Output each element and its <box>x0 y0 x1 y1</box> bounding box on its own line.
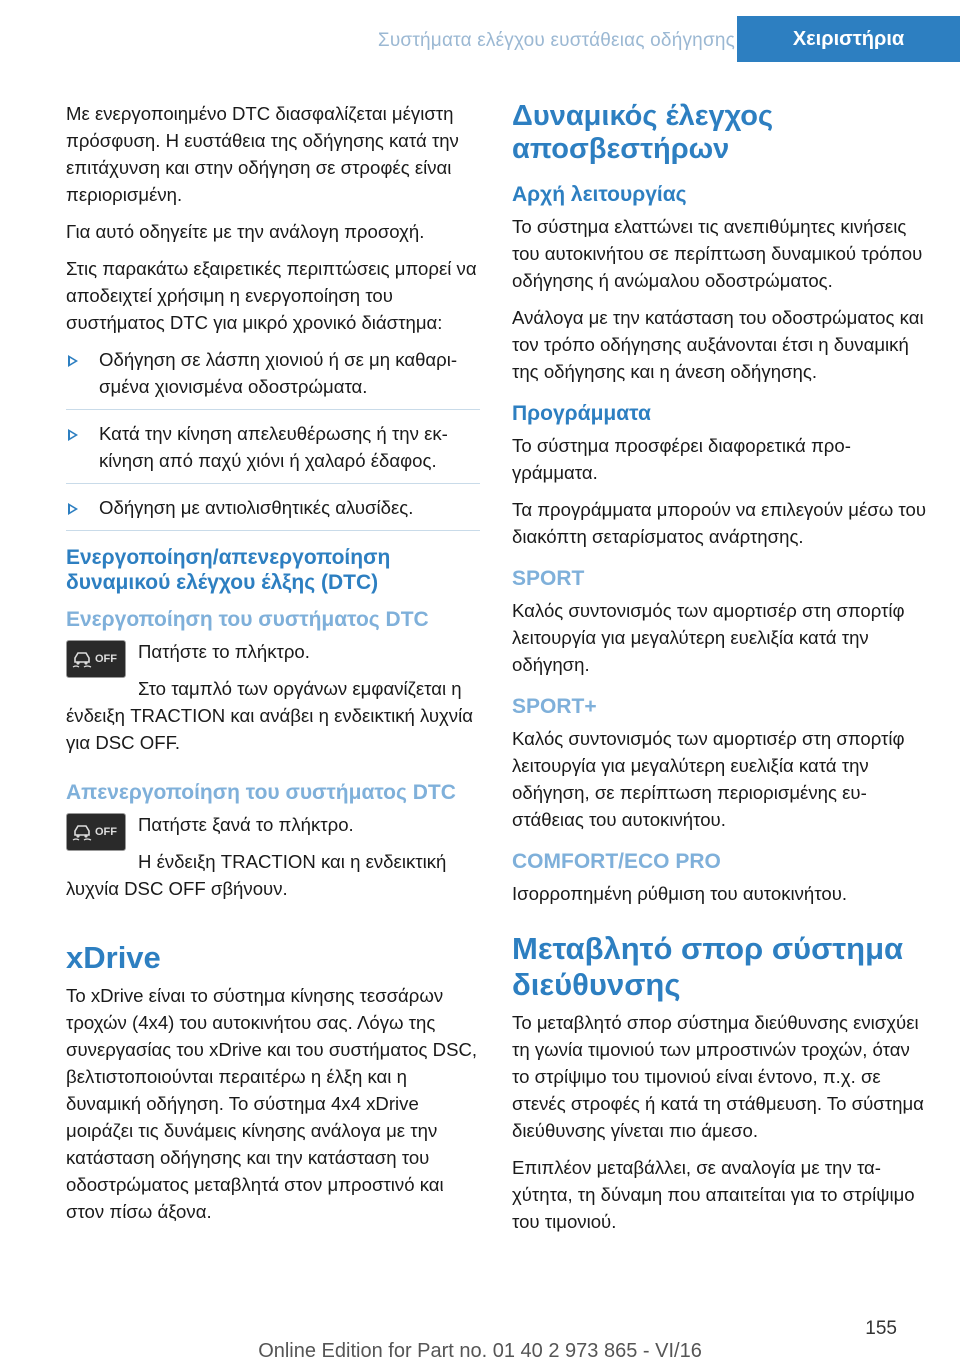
heading-deactivate-dtc: Απενεργοποίηση του συστήματος DTC <box>66 781 456 804</box>
chapter-tab[interactable]: Χειριστήρια <box>737 16 960 62</box>
paragraph: Η ένδειξη TRACTION και η ενδεικτική λυχνία DSC OFF σβήνουν. <box>66 851 447 899</box>
deactivate-instruction <box>66 811 480 912</box>
paragraph: Στις παρακάτω εξαιρετικές περιπτώσεις μπορεί να αποδειχτεί χρήσιμη η ενεργοποίηση του συστήματος DTC για μικρό χρονικό διάστημα: <box>66 258 477 333</box>
paragraph: Καλός συντονισμός των αμορτισέρ στη σπορτίφ λειτουργία για μεγαλύτερη ευελιξία κατά την οδήγηση, σε περίπτωση περιορισμένης ευστάθειας του αυτοκινήτου. <box>512 728 905 830</box>
list-item: Οδήγηση με αντιολισθητικές αλυσίδες. <box>66 494 480 531</box>
page-header <box>0 0 960 62</box>
dsc-off-button-icon: OFF <box>66 640 126 678</box>
page-number: 155 <box>865 1318 897 1339</box>
list-item: Οδήγηση σε λάσπη χιονιού ή σε μη καθαρισμένα χιονισμένα οδοστρώματα. <box>66 346 480 410</box>
paragraph: Πατήστε ξανά το πλήκτρο. <box>138 814 354 835</box>
paragraph: Το μεταβλητό σπορ σύστημα διεύθυνσης ενισχύει τη γωνία τιμονιού των μπροστινών τροχών, όταν το στρίψιμο του τιμονιού είναι έντονο, π.χ. σε στενές στροφές ή κατά τη στάθμευση. Το σύστημα διεύθυνσης γίνεται πιο άμεσο. <box>512 1012 924 1141</box>
paragraph: Με ενεργοποιημένο DTC διασφαλίζεται μέγιστη πρόσφυση. Η ευστάθεια της οδήγησης κατά την επιτάχυνση και στην οδήγηση σε στροφές είναι περιορισμένη. <box>66 103 459 205</box>
paragraph: Πατήστε το πλήκτρο. <box>138 641 310 662</box>
paragraph: Το σύστημα ελαττώνει τις ανεπιθύμητες κινήσεις του αυτοκινήτου σε περίπτωση δυναμικού τρόπου οδήγησης ή ανώμαλου οδοστρώματος. <box>512 216 923 291</box>
page-footer <box>0 1310 960 1362</box>
list-item: Κατά την κίνηση απελευθέρωσης ή την εκκίνηση από παχύ χιόνι ή χαλαρό έδαφος. <box>66 420 480 484</box>
skidding-car-icon <box>71 649 93 669</box>
heading-programs: Προγράμματα <box>512 402 651 425</box>
paragraph: Ισορροπημένη ρύθμιση του αυτοκινήτου. <box>512 883 848 904</box>
activate-instruction <box>66 638 480 766</box>
heading-sport: SPORT <box>512 567 585 590</box>
section-title: Συστήματα ελέγχου ευστάθειας οδήγησης <box>377 30 735 51</box>
paragraph: Στο ταμπλό των οργάνων εμφανίζεται η ένδειξη TRACTION και ανάβει η ενδεικτική λυχνία για DSC OFF. <box>66 678 473 753</box>
heading-damper-control: Δυναμικός έλεγχος αποσβεστήρων <box>512 100 774 165</box>
triangle-bullet-icon <box>68 429 78 441</box>
heading-sport-plus: SPORT+ <box>512 695 597 718</box>
dsc-off-button-icon: OFF <box>66 813 126 851</box>
heading-dtc: Ενεργοποίηση/απενεργοποίηση δυναμικού ελέγχου έλξης (DTC) <box>66 546 391 594</box>
triangle-bullet-icon <box>68 355 78 367</box>
triangle-bullet-icon <box>68 503 78 515</box>
heading-xdrive: xDrive <box>66 940 161 975</box>
skidding-car-icon <box>71 822 93 842</box>
heading-principle: Αρχή λειτουργίας <box>512 183 687 206</box>
paragraph: Για αυτό οδηγείτε με την ανάλογη προσοχή. <box>66 221 425 242</box>
paragraph: Το σύστημα προσφέρει διαφορετικά προγράμματα. <box>512 435 851 483</box>
bullet-list <box>66 346 480 531</box>
right-column <box>512 100 926 1245</box>
edition-note: Online Edition for Part no. 01 40 2 973 865 - VI/16 <box>258 1340 702 1362</box>
paragraph: Ανάλογα με την κατάσταση του οδοστρώματος και τον τρόπο οδήγησης αυξάνονται έτσι η δυναμική της οδήγησης και η άνεση οδήγησης. <box>512 307 924 382</box>
left-column <box>66 100 480 1235</box>
paragraph: Τα προγράμματα μπορούν να επιλεγούν μέσω του διακόπτη σεταρίσματος ανάρτησης. <box>512 499 927 547</box>
heading-variable-steering: Μεταβλητό σπορ σύστημα διεύθυνσης <box>512 931 904 1002</box>
paragraph: Καλός συντονισμός των αμορτισέρ στη σπορτίφ λειτουργία για μεγαλύτερη ευελιξία κατά την οδήγηση. <box>512 600 905 675</box>
heading-activate-dtc: Ενεργοποίηση του συστήματος DTC <box>66 608 429 631</box>
paragraph: Επιπλέον μεταβάλλει, σε αναλογία με την ταχύτητα, τη δύναμη που απαιτείται για το στρίψιμο του τιμονιού. <box>512 1157 915 1232</box>
paragraph: Το xDrive είναι το σύστημα κίνησης τεσσάρων τροχών (4x4) του αυτοκινήτου σας. Λόγω της συνεργασίας του xDrive και του συστήματος DSC, βελτιστοποιούνται περαιτέρω η έλξη και η δυναμική οδήγηση. Το σύστημα 4x4 xDrive μοιράζει τις δυνάμεις κίνησης ανάλογα με την κατάσταση οδήγησης και την κατάσταση του οδοστρώματος μεταβλητά στον μπροστινό και στον πίσω άξονα. <box>66 985 478 1222</box>
heading-comfort-eco-pro: COMFORT/ECO PRO <box>512 850 721 873</box>
